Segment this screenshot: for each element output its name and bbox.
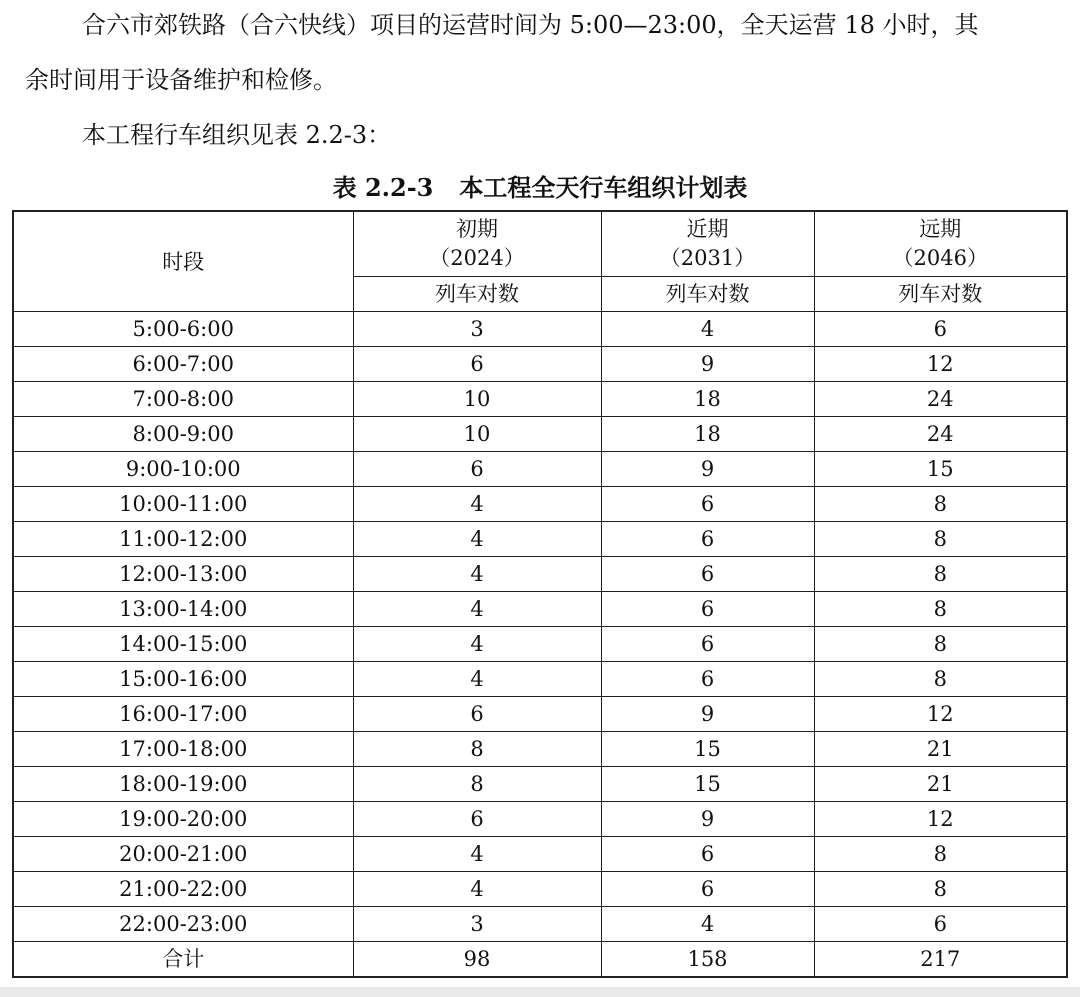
intro-paragraph-line-1: 合六市郊铁路（合六快线）项目的运营时间为 5:00—23:00，全天运营 18 小时，其 xyxy=(82,11,979,39)
cell-initial: 4 xyxy=(353,662,601,697)
total-near: 158 xyxy=(601,942,814,978)
table-row xyxy=(13,592,1067,627)
header-phase-long-year: （2046） xyxy=(892,246,988,270)
header-phase-long-name: 远期 xyxy=(919,217,962,241)
cell-near: 9 xyxy=(601,452,814,487)
header-row-phase xyxy=(13,211,1067,277)
cell-period: 16:00-17:00 xyxy=(13,697,353,732)
cell-long: 12 xyxy=(814,347,1067,382)
cell-long: 21 xyxy=(814,767,1067,802)
cell-period: 9:00-10:00 xyxy=(13,452,353,487)
cell-long: 8 xyxy=(814,872,1067,907)
header-unit-initial: 列车对数 xyxy=(353,277,601,312)
total-row xyxy=(13,942,1067,978)
table-caption-number: 表 2.2-3 xyxy=(332,173,434,202)
cell-period: 18:00-19:00 xyxy=(13,767,353,802)
cell-period: 20:00-21:00 xyxy=(13,837,353,872)
cell-period: 5:00-6:00 xyxy=(13,312,353,347)
total-label: 合计 xyxy=(13,942,353,978)
cell-initial: 3 xyxy=(353,312,601,347)
cell-period: 21:00-22:00 xyxy=(13,872,353,907)
cell-near: 6 xyxy=(601,592,814,627)
table-row xyxy=(13,487,1067,522)
header-unit-long: 列车对数 xyxy=(814,277,1067,312)
cell-period: 6:00-7:00 xyxy=(13,347,353,382)
cell-initial: 4 xyxy=(353,627,601,662)
table-row xyxy=(13,907,1067,942)
table-row xyxy=(13,802,1067,837)
header-period: 时段 xyxy=(13,211,353,312)
table-row xyxy=(13,452,1067,487)
cell-period: 7:00-8:00 xyxy=(13,382,353,417)
cell-near: 9 xyxy=(601,347,814,382)
cell-period: 10:00-11:00 xyxy=(13,487,353,522)
cell-near: 6 xyxy=(601,627,814,662)
header-phase-initial-name: 初期 xyxy=(456,217,498,241)
cell-long: 8 xyxy=(814,837,1067,872)
cell-long: 24 xyxy=(814,417,1067,452)
cell-initial: 6 xyxy=(353,347,601,382)
cell-initial: 4 xyxy=(353,557,601,592)
total-initial: 98 xyxy=(353,942,601,978)
cell-long: 24 xyxy=(814,382,1067,417)
cell-period: 19:00-20:00 xyxy=(13,802,353,837)
cell-long: 8 xyxy=(814,487,1067,522)
table-caption xyxy=(0,172,1080,204)
cell-near: 15 xyxy=(601,767,814,802)
cell-near: 6 xyxy=(601,872,814,907)
cell-near: 4 xyxy=(601,907,814,942)
cell-period: 15:00-16:00 xyxy=(13,662,353,697)
cell-initial: 3 xyxy=(353,907,601,942)
cell-initial: 4 xyxy=(353,837,601,872)
cell-near: 15 xyxy=(601,732,814,767)
table-row xyxy=(13,662,1067,697)
table-row xyxy=(13,837,1067,872)
cell-initial: 10 xyxy=(353,382,601,417)
table-body xyxy=(13,312,1067,978)
cell-initial: 10 xyxy=(353,417,601,452)
cell-initial: 6 xyxy=(353,802,601,837)
cell-near: 6 xyxy=(601,487,814,522)
table-row xyxy=(13,872,1067,907)
cell-initial: 8 xyxy=(353,732,601,767)
header-phase-near-name: 近期 xyxy=(686,217,729,241)
cell-near: 9 xyxy=(601,802,814,837)
header-phase-initial xyxy=(353,211,601,277)
header-phase-near-year: （2031） xyxy=(659,246,756,270)
cell-period: 22:00-23:00 xyxy=(13,907,353,942)
table-row xyxy=(13,522,1067,557)
cell-long: 8 xyxy=(814,557,1067,592)
header-phase-near xyxy=(601,211,814,277)
table-row xyxy=(13,627,1067,662)
cell-initial: 4 xyxy=(353,872,601,907)
cell-initial: 4 xyxy=(353,487,601,522)
intro-paragraph-line-2: 余时间用于设备维护和检修。 xyxy=(25,66,337,94)
cell-long: 6 xyxy=(814,907,1067,942)
train-schedule-table xyxy=(12,210,1068,978)
cell-long: 8 xyxy=(814,662,1067,697)
table-row xyxy=(13,382,1067,417)
cell-initial: 4 xyxy=(353,522,601,557)
cell-period: 8:00-9:00 xyxy=(13,417,353,452)
cell-period: 13:00-14:00 xyxy=(13,592,353,627)
cell-initial: 6 xyxy=(353,697,601,732)
cell-near: 6 xyxy=(601,837,814,872)
table-header xyxy=(13,211,1067,312)
table-row xyxy=(13,417,1067,452)
table-row xyxy=(13,732,1067,767)
cell-period: 14:00-15:00 xyxy=(13,627,353,662)
page-bottom-edge xyxy=(0,987,1080,997)
cell-long: 8 xyxy=(814,627,1067,662)
cell-near: 6 xyxy=(601,662,814,697)
table-row xyxy=(13,347,1067,382)
cell-long: 15 xyxy=(814,452,1067,487)
cell-long: 12 xyxy=(814,802,1067,837)
table-reference-line: 本工程行车组织见表 2.2-3： xyxy=(82,121,392,149)
cell-long: 21 xyxy=(814,732,1067,767)
header-phase-initial-year: （2024） xyxy=(429,246,525,270)
cell-near: 18 xyxy=(601,382,814,417)
cell-initial: 6 xyxy=(353,452,601,487)
cell-initial: 4 xyxy=(353,592,601,627)
table-row xyxy=(13,312,1067,347)
cell-period: 11:00-12:00 xyxy=(13,522,353,557)
table-caption-title: 本工程全天行车组织计划表 xyxy=(459,173,748,202)
header-unit-near: 列车对数 xyxy=(601,277,814,312)
cell-near: 4 xyxy=(601,312,814,347)
cell-period: 17:00-18:00 xyxy=(13,732,353,767)
table-row xyxy=(13,697,1067,732)
cell-long: 8 xyxy=(814,592,1067,627)
cell-near: 6 xyxy=(601,557,814,592)
header-phase-long xyxy=(814,211,1067,277)
total-long: 217 xyxy=(814,942,1067,978)
table-row xyxy=(13,767,1067,802)
cell-period: 12:00-13:00 xyxy=(13,557,353,592)
table-row xyxy=(13,557,1067,592)
cell-long: 8 xyxy=(814,522,1067,557)
cell-near: 18 xyxy=(601,417,814,452)
cell-long: 12 xyxy=(814,697,1067,732)
cell-long: 6 xyxy=(814,312,1067,347)
cell-initial: 8 xyxy=(353,767,601,802)
cell-near: 9 xyxy=(601,697,814,732)
cell-near: 6 xyxy=(601,522,814,557)
